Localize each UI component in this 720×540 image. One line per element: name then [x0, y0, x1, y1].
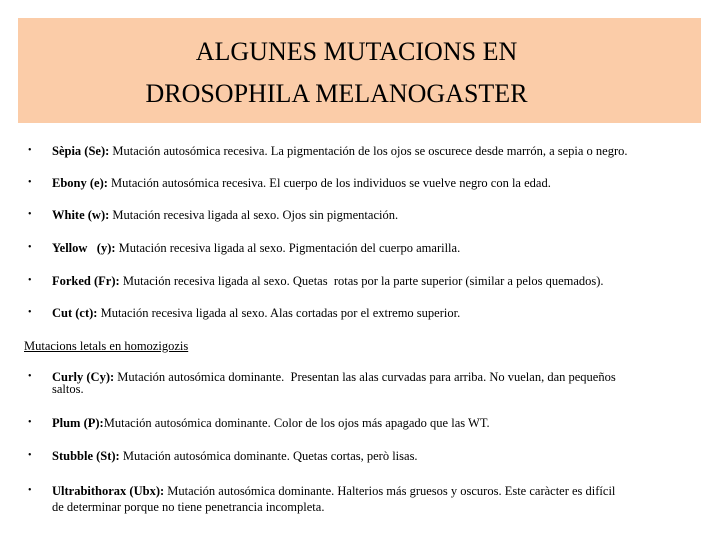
mutation-name: Sèpia (Se): [52, 144, 110, 158]
mutation-name: Cut (ct): [52, 306, 98, 320]
bullet-icon: • [28, 417, 32, 428]
mutation-description-continued: de determinar porque no tiene penetrancia incompleta. [52, 500, 325, 514]
title-line-2: DROSOPHILA MELANOGASTER [145, 79, 528, 108]
bullet-icon: • [28, 307, 32, 318]
mutation-name: Plum (P): [52, 416, 104, 430]
mutation-description: Mutación autosómica dominante. Color de los ojos más apagado que las WT. [103, 416, 490, 430]
bullet-icon: • [28, 177, 32, 188]
title-banner [18, 18, 701, 123]
mutation-description-continued: saltos. [52, 382, 84, 396]
bullet-icon: • [28, 371, 32, 382]
mutation-description: Mutación autosómica dominante. Presentan las alas curvadas para arriba. No vuelan, dan pequeños [114, 370, 616, 384]
mutation-name: Forked (Fr): [52, 274, 120, 288]
title-line-1: ALGUNES MUTACIONS EN [195, 37, 518, 66]
mutation-description: Mutación recesiva ligada al sexo. Alas cortadas por el extremo superior. [97, 306, 461, 320]
mutation-description: Mutación autosómica recesiva. La pigmentación de los ojos se oscurece desde marrón, a sepia o negro. [109, 144, 628, 158]
mutation-name: Stubble (St): [52, 449, 120, 463]
mutation-name: Yellow (y): [52, 241, 116, 255]
bullet-icon: • [28, 209, 32, 220]
bullet-icon: • [28, 450, 32, 461]
bullet-icon: • [28, 485, 32, 496]
mutation-name: Curly (Cy): [52, 370, 115, 384]
mutation-name: White (w): [52, 208, 110, 222]
section-heading: Mutacions letals en homozigozis [24, 339, 189, 353]
mutation-name: Ultrabithorax (Ubx): [52, 484, 165, 498]
mutation-description: Mutación recesiva ligada al sexo. Quetas rotas por la parte superior (similar a pelos quemados). [119, 274, 604, 288]
mutation-description: Mutación recesiva ligada al sexo. Pigmentación del cuerpo amarilla. [115, 241, 461, 255]
mutation-name: Ebony (e): [52, 176, 108, 190]
mutation-description: Mutación recesiva ligada al sexo. Ojos sin pigmentación. [109, 208, 399, 222]
mutation-description: Mutación autosómica dominante. Halterios más gruesos y oscuros. Este caràcter es difícil [164, 484, 616, 498]
bullet-icon: • [28, 145, 32, 156]
bullet-icon: • [28, 242, 32, 253]
mutation-description: Mutación autosómica dominante. Quetas cortas, però lisas. [119, 449, 418, 463]
mutation-description: Mutación autosómica recesiva. El cuerpo de los individuos se vuelve negro con la edad. [107, 176, 551, 190]
bullet-icon: • [28, 275, 32, 286]
